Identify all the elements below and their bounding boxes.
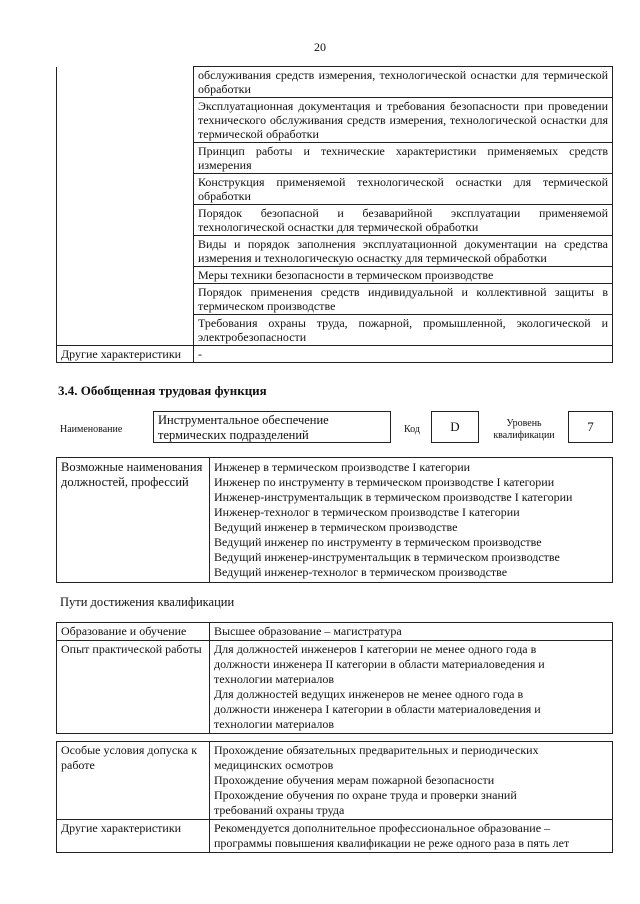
list-item: Ведущий инженер в термическом производстве [214, 520, 458, 534]
code-box: D [431, 411, 479, 443]
table-cell-label [57, 205, 194, 236]
paths-title: Пути достижения квалификации [60, 595, 235, 609]
table-row [57, 742, 613, 820]
section-title: 3.4. Обобщенная трудовая функция [58, 383, 267, 398]
positions-list [210, 458, 613, 583]
table-cell-text: Принцип работы и технические характеристики применяемых средств измерения [194, 143, 613, 174]
code-label: Код [404, 424, 420, 435]
table-row [57, 143, 613, 174]
page-number: 20 [314, 40, 326, 54]
experience-label: Опыт практической работы [57, 641, 210, 734]
education-value [210, 623, 613, 641]
list-item: Ведущий инженер-технолог в термическом производстве [214, 565, 508, 579]
text-line: должности инженера II категории в области материаловедения и [214, 657, 545, 671]
text-line: Прохождение обязательных предварительных и периодических [214, 743, 539, 757]
education-table [56, 622, 613, 734]
positions-table [56, 457, 613, 583]
function-name-box: Инструментальное обеспечение термических подразделений [153, 411, 391, 443]
table-cell-text: Эксплуатационная документация и требования безопасности при проведении технического обслуживания средств измерения, технологической оснастки для термической обработки [194, 98, 613, 143]
text-line: Высшее образование – магистратура [214, 624, 402, 638]
positions-label: Возможные наименования должностей, профессий [57, 458, 210, 583]
list-item: Ведущий инженер-инструментальщик в термическом производстве [214, 550, 560, 564]
table-cell-label: Другие характеристики [57, 346, 194, 363]
table-cell-label [57, 267, 194, 284]
table-cell-text: Виды и порядок заполнения эксплуатационной документации на средства измерения и технологическую оснастку для термической обработки [194, 236, 613, 267]
name-label: Наименование [60, 424, 123, 435]
table-row [57, 315, 613, 346]
other-characteristics-label: Другие характеристики [57, 820, 210, 853]
table-row [57, 641, 613, 734]
list-item: Инженер в термическом производстве I категории [214, 460, 471, 474]
level-box: 7 [568, 411, 613, 443]
table-row [57, 267, 613, 284]
table-row [57, 98, 613, 143]
table-cell-text: Требования охраны труда, пожарной, промышленной, экологической и электробезопасности [194, 315, 613, 346]
table-cell-text: Порядок применения средств индивидуальной и коллективной защиты в термическом производстве [194, 284, 613, 315]
table-cell-text: Меры техники безопасности в термическом производстве [194, 267, 613, 284]
text-line: программы повышения квалификации не реже одного раза в пять лет [214, 836, 570, 850]
text-line: медицинских осмотров [214, 758, 334, 772]
table-row [57, 205, 613, 236]
table-cell-text: - [194, 346, 613, 363]
experience-value [210, 641, 613, 734]
other-characteristics-value [210, 820, 613, 853]
text-line: требований охраны труда [214, 803, 345, 817]
list-item: Инженер по инструменту в термическом производстве I категории [214, 475, 555, 489]
text-line: Для должностей инженеров I категории не менее одного года в [214, 642, 537, 656]
level-label: Уровень квалификации [493, 418, 555, 441]
table-cell-label [57, 236, 194, 267]
admission-value [210, 742, 613, 820]
table-row [57, 346, 613, 363]
list-item: Ведущий инженер по инструменту в термическом производстве [214, 535, 542, 549]
text-line: технологии материалов [214, 672, 335, 686]
table-cell-text: Порядок безопасной и безаварийной эксплуатации применяемой технологической оснастки для термической обработки [194, 205, 613, 236]
admission-label: Особые условия допуска к работе [57, 742, 210, 820]
table-cell-label [57, 174, 194, 205]
table-row [57, 67, 613, 98]
table-row [57, 284, 613, 315]
table-cell-label [57, 98, 194, 143]
list-item: Инженер-инструментальщик в термическом производстве I категории [214, 490, 573, 504]
text-line: должности инженера I категории в области материаловедения и [214, 702, 541, 716]
text-line: Прохождение обучения по охране труда и проверки знаний [214, 788, 517, 802]
table-row [57, 458, 613, 583]
table-row [57, 623, 613, 641]
table-cell-label [57, 67, 194, 98]
text-line: Прохождение обучения мерам пожарной безопасности [214, 773, 495, 787]
list-item: Инженер-технолог в термическом производстве I категории [214, 505, 520, 519]
education-label: Образование и обучение [57, 623, 210, 641]
table-cell-text: Конструкция применяемой технологической оснастки для термической обработки [194, 174, 613, 205]
table-cell-label [57, 284, 194, 315]
table-cell-text: обслуживания средств измерения, технологической оснастки для термической обработки [194, 67, 613, 98]
conditions-table [56, 741, 613, 853]
table-cell-label [57, 315, 194, 346]
knowledge-table [56, 66, 613, 363]
table-row [57, 236, 613, 267]
text-line: Рекомендуется дополнительное профессиональное образование – [214, 821, 551, 835]
table-row [57, 820, 613, 853]
text-line: технологии материалов [214, 717, 335, 731]
table-row [57, 174, 613, 205]
text-line: Для должностей ведущих инженеров не менее одного года в [214, 687, 524, 701]
table-cell-label [57, 143, 194, 174]
